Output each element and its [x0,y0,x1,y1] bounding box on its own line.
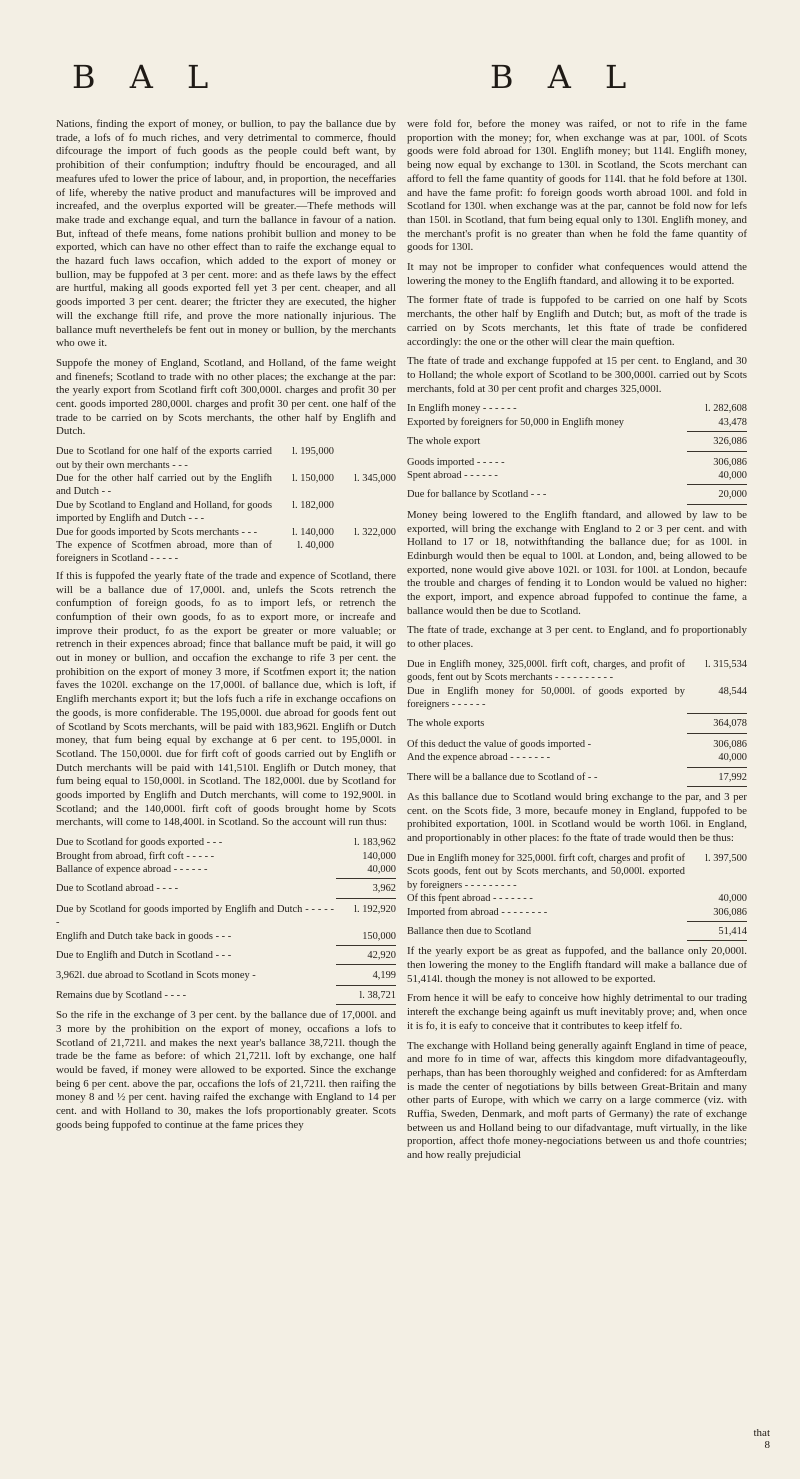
running-header-right: B A L [490,58,639,96]
account-amount: l. 397,500 [705,852,747,864]
paragraph: From hence it will be eafy to conceive how highly detrimental to our trading intereft the exchange being againft us muft inevitably prove; and, when once it is fo, it is eafy to conceive that it contributes to keep itfelf fo. [407,992,747,1032]
account-total-row [407,925,747,938]
account-row [56,539,396,566]
sum-rule [687,921,747,922]
account-label: Due for the other half carried out by the Englifh and Dutch - - [56,472,272,498]
account-label: Due to Englifh and Dutch in Scotland - - - [56,950,232,962]
sum-rule [336,985,396,986]
account-label: Due to Scotland abroad - - - - [56,883,179,895]
right-column [407,118,747,1169]
account-amount: 40,000 [367,864,396,875]
paragraph: The exchange with Holland being generally againft England in time of peace, and more fo in time of war, affects this kingdom more difadvantageoufly, perhaps, than has been thoroughly weighed and confidered: for as Amfterdam is made the center of negotiations by bills between Great-Britain and many other parts of Europe, with which we carry on a large commerce (viz. with Ruffia, Sweden, Denmark, and moft parts of Germany) the rate of exchange between us and Holland being to our difadvantage, muft virtually, in the like proportion, affect thofe money-negociations between us and thofe countries; and how really prejudicial [407,1039,747,1162]
account-label: Due by Scotland for goods imported by Englifh and Dutch - - - - - - [56,903,334,929]
sum-rule [687,940,747,941]
account-amount: 4,199 [372,970,396,982]
account-row [407,892,747,905]
account-amount: l. 183,962 [354,837,396,849]
account-row [407,469,747,482]
running-header-left: B A L [72,58,221,96]
account-row [56,930,396,943]
account-amount: 140,000 [362,850,396,862]
account-amount: l. 140,000 [292,526,334,538]
account-label: Of this deduct the value of goods imported - [407,738,592,750]
paragraph: If the yearly export be as great as fuppofed, and the ballance only 20,000l. then lowering the money to the Englifh ftandard will make a ballance due of 51,414l. though the money is not allowed to be exported. [407,945,747,985]
account-amount: 20,000 [718,489,747,501]
account-row [56,969,396,982]
account-table-5 [407,852,747,941]
account-label: In Englifh money - - - - - - [407,403,517,415]
account-row [407,738,747,751]
account-label: Goods imported - - - - - [407,456,505,468]
account-table-3 [56,903,396,966]
account-table-4 [407,738,747,787]
paragraph: Money being lowered to the Englifh ftandard, and allowed by law to be exported, will bring the exchange with England to 2 or 3 per cent. and with Holland to 17 or 18, notwithftanding the ballance due; for as 100l. in Edinburgh would then be equal to 100l. at London, and, being allowed to be exported, none would give above 102l. or 103l. for 100l. at London, becaufe the trouble and charges of fending it to London would be valued no higher: the export, import, and expence abroad fuppofed to continue the fame, a ballance would then be due to Scotland. [407,508,747,617]
sum-rule [687,451,747,452]
account-amount: 48,544 [718,685,747,697]
account-total-row [407,435,747,448]
account-amount: 364,078 [713,718,747,730]
account-total-row [56,882,396,895]
paragraph: were fold for, before the money was raifed, or not to rife in the fame proportion with the money; for, when exchange was at par, 100l. of Scots goods were fold abroad for 130l. Englifh money; but 114l. Englifh money, being now equal by exchange to 130l. in Scotland, the Scots merchant can afford to fell the fame quantity of goods for 114l. that he fold before at 130l. and have the fame profit: fo foreign goods worth abroad 100l. and fold in Scotland for 130l. when exchange was at the par, cannot be fold now for lefs than 150l. in Scotland, that fum being equal only to 130l. Englifh money, and the merchant's profit is no greater than when he fold the fame quantity of goods for 130l. [407,118,747,254]
account-amount: 43,478 [718,416,747,428]
account-label: Due to Scotland for goods exported - - - [56,837,223,849]
account-row [56,850,396,863]
account-amount: 42,920 [367,950,396,962]
account-label: 3,962l. due abroad to Scotland in Scots money - [56,970,256,982]
paragraph: The former ftate of trade is fuppofed to be carried on one half by Scots merchants, the other half by Englifh and Dutch; but, as moft of the trade is carried on by Scots merchants, let this ftate of trade be confidered accordingly: the one or the other will clear the main queftion. [407,294,747,348]
account-label: Brought from abroad, firft coft - - - - - [56,850,215,862]
account-total-row [56,949,396,962]
account-amount: 306,086 [713,738,747,750]
sum-rule [687,484,747,485]
account-row [56,472,396,499]
account-row [56,526,396,539]
account-row [56,903,396,930]
catchword: that [753,1427,770,1439]
account-table-4 [56,969,396,1005]
sum-rule [687,733,747,734]
account-total-row [407,717,747,730]
account-label: Remains due by Scotland - - - - [56,989,187,1001]
account-row [407,658,747,685]
account-subtotal: l. 322,000 [354,526,396,538]
paragraph: Suppofe the money of England, Scotland, and Holland, of the fame weight and finenefs; Scotland to trade with no other places; the exchange at the par: the yearly export from Scotland firft coft 300,000l. charges and profit 30 per cent. goods imported 280,000l. charges and profit 30 per cent. one half of the trade to be carried on by Scots merchants, the other half by Englifh and Dutch. [56,356,396,438]
paragraph: The ftate of trade, exchange at 3 per cent. to England, and fo proportionably to other places. [407,624,747,651]
account-label: Due to Scotland for one half of the exports carried out by their own merchants - - - [56,446,272,471]
account-amount: 40,000 [718,469,747,481]
sum-rule [687,786,747,787]
paragraph: As this ballance due to Scotland would bring exchange to the par, and 3 per cent. on the Scots fide, 3 more, becaufe money in England, fuppofed to be prohibited exportation, 100l. in Scotland would be worth 106l. in England, and proportionably in other places: fo the ftate of trade would then be thus: [407,791,747,845]
account-amount: l. 182,000 [292,499,334,511]
account-table-2 [407,456,747,505]
paragraph: It may not be improper to confider what confequences would attend the lowering the money to the Englifh ftandard, and allowing it to be exported. [407,261,747,287]
account-amount: 3,962 [372,883,396,895]
account-row [407,416,747,429]
account-subtotal: l. 345,000 [354,472,396,484]
account-amount: 40,000 [718,752,747,764]
account-label: Due for ballance by Scotland - - - [407,489,547,501]
account-label: Due for goods imported by Scots merchants - - - [56,526,258,538]
account-label: Englifh and Dutch take back in goods - - - [56,930,232,942]
account-label: Ballance then due to Scotland [407,925,532,937]
account-label: Due in Englifh money, 325,000l. firft coft, charges, and profit of goods, fent out by Scots merchants - - - - - - - - - - [407,658,685,684]
account-amount: l. 40,000 [297,540,334,552]
account-row [407,852,747,892]
sum-rule [687,713,747,714]
paragraph: The ftate of trade and exchange fuppofed at 15 per cent. to England, and 30 to Holland; the whole export of Scotland to be 300,000l. carried out by Scots merchants, fold at 30 per cent profit and charges 325,000l. [407,355,747,395]
account-label: The whole export [407,436,481,448]
paragraph: So the rife in the exchange of 3 per cent. by the ballance due of 17,000l. and 3 more by the prohibition on the export of money, occafions a lofs to Scotland of 21,721l. and makes the next year's ballance 38,721l. though the trade be the fame as before: of which 21,721l. loft by exchange, one half would be faved, if money were allowed to be exported. Since the exchange being 6 per cent. above the par, occafions the lofs of 21,721l. then raifing the money 8 and ½ per cent. having raifed the exchange with England to 14 per cent. and with Holland to 30, makes the lofs proportionably greater. Scots goods being fuppofed to continue at the fame prices they [56,1009,396,1131]
account-amount: 306,086 [713,456,747,468]
left-column [56,118,396,1139]
account-label: Due in Englifh money for 50,000l. of goods exported by foreigners - - - - - - [407,685,685,711]
sum-rule [687,431,747,432]
account-label: Due in Englifh money for 325,000l. firft coft, charges and profit of Scots goods, fent out by Scots merchants, and 50,000l. exported by foreigners - - - - - - - - - [407,852,685,891]
account-amount: 306,086 [713,906,747,918]
account-amount: l. 38,721 [359,989,396,1001]
account-amount: 51,414 [718,925,747,937]
account-label: Ballance of expence abroad - - - - - - [56,864,208,875]
account-row [407,456,747,469]
account-amount: 150,000 [362,930,396,942]
account-row [407,906,747,919]
account-table-3 [407,658,747,734]
account-label: Imported from abroad - - - - - - - - [407,906,548,918]
account-total-row [56,989,396,1002]
sum-rule [687,767,747,768]
account-table-1 [407,402,747,451]
sum-rule [687,504,747,505]
account-row [407,685,747,712]
account-label: Of this fpent abroad - - - - - - - [407,893,533,905]
account-amount: l. 150,000 [292,472,334,484]
account-row [407,402,747,415]
signature-mark: 8 [764,1439,770,1451]
account-amount: 326,086 [713,436,747,448]
account-label: And the expence abroad - - - - - - - [407,752,551,764]
paragraph: If this is fuppofed the yearly ftate of the trade and expence of Scotland, there will be a ballance due of 17,000l. and, unlefs the Scots retrench the confumption of foreign goods, fo as to import lefs, or retrench the confumption of their own goods, fo as to export more, or increafe and improve their product, fo as the export be greater or more valuable; or retrench in their expences abroad; fince that ballance muft be paid, it will go out in money or bullion, and occafion the exchange to rife 3 per cent. the prohibition on the export of money 3 more, if Scotfmen export it; the nation faves the 1020l. exchange on the 17,000l. of ballance due, which is loft, if Englifh merchants export it; but the lofs fuch a rife in exchange occafions on the goods, is more confiderable. The 195,000l. due abroad for goods fent out of Scotland by Scots merchants, will be paid with 183,962l. Englifh or Dutch money, that fum being equal by exchange at 6 per cent. to 195,000l. in Scotland. The 150,000l. due for firft coft of goods carried out by Englifh or Dutch merchants will be paid with 141,510l. Englifh or Dutch money, that fum being equal to 150,000l. in Scotland. The 182,000l. due by Scotland for goods imported by Englifh and Dutch merchants, will come to 192,900l. in Scotland; and the 140,000l. firft coft of goods brought home by Scots merchants, will come to 148,400l. in Scotland. So the account will run thus: [56,569,396,829]
account-amount: 17,992 [718,771,747,783]
account-amount: l. 282,608 [705,403,747,415]
sum-rule [336,945,396,946]
account-row [56,445,396,472]
account-row [56,863,396,876]
account-label: The whole exports [407,718,485,730]
account-label: Exported by foreigners for 50,000 in Englifh money [407,416,625,428]
account-row [56,499,396,526]
sum-rule [336,878,396,879]
account-amount: l. 315,534 [705,658,747,670]
account-amount: l. 195,000 [292,446,334,458]
account-table-2 [56,836,396,899]
account-total-row [407,488,747,501]
account-amount: l. 192,920 [354,903,396,915]
sum-rule [336,1004,396,1005]
account-label: Due by Scotland to England and Holland, for goods imported by Englifh and Dutch - - - [56,499,272,525]
account-row [56,836,396,849]
account-row [407,751,747,764]
account-table-1 [56,445,396,566]
account-label: There will be a ballance due to Scotland of - - [407,771,598,783]
paragraph: Nations, finding the export of money, or bullion, to pay the ballance due by trade, a lofs of fo much riches, and very detrimental to commerce, fhould difcourage the import of fuch goods as the people could beft want, by prohibition of their confumption; induftry fhould be encouraged, and all meafures ufed to lower the price of labour, and, in proportion, the neceffaries of life, whereby the native product and manufactures will be improved and increafed, and the overplus exported will be greater.—Thefe methods will make trade and exchange equal, and turn the ballance in favour of a nation. But, inftead of thefe means, fome nations prohibit bullion and money to be exported, which can have no other effect than to raife the exchange equal to the hazard fuch laws occafion, which added to the export of money or bullion, may be fuppofed at 3 per cent. more: and as thefe laws by the effect are hurtful, making all goods exported fell yet 3 per cent. cheaper, and all goods imported 3 per cent. dearer; the ftricter they are executed, the higher will the exchange ftill rife, and prove the more nationally injurious. The ballance muft neverthelefs be fent out in money or bullion, by the merchants who owe it. [56,118,396,350]
account-total-row [407,771,747,784]
account-label: The expence of Scotfmen abroad, more than of foreigners in Scotland - - - - - [56,540,272,565]
sum-rule [336,898,396,899]
account-label: Spent abroad - - - - - - [407,469,498,481]
account-amount: 40,000 [718,893,747,905]
sum-rule [336,964,396,965]
